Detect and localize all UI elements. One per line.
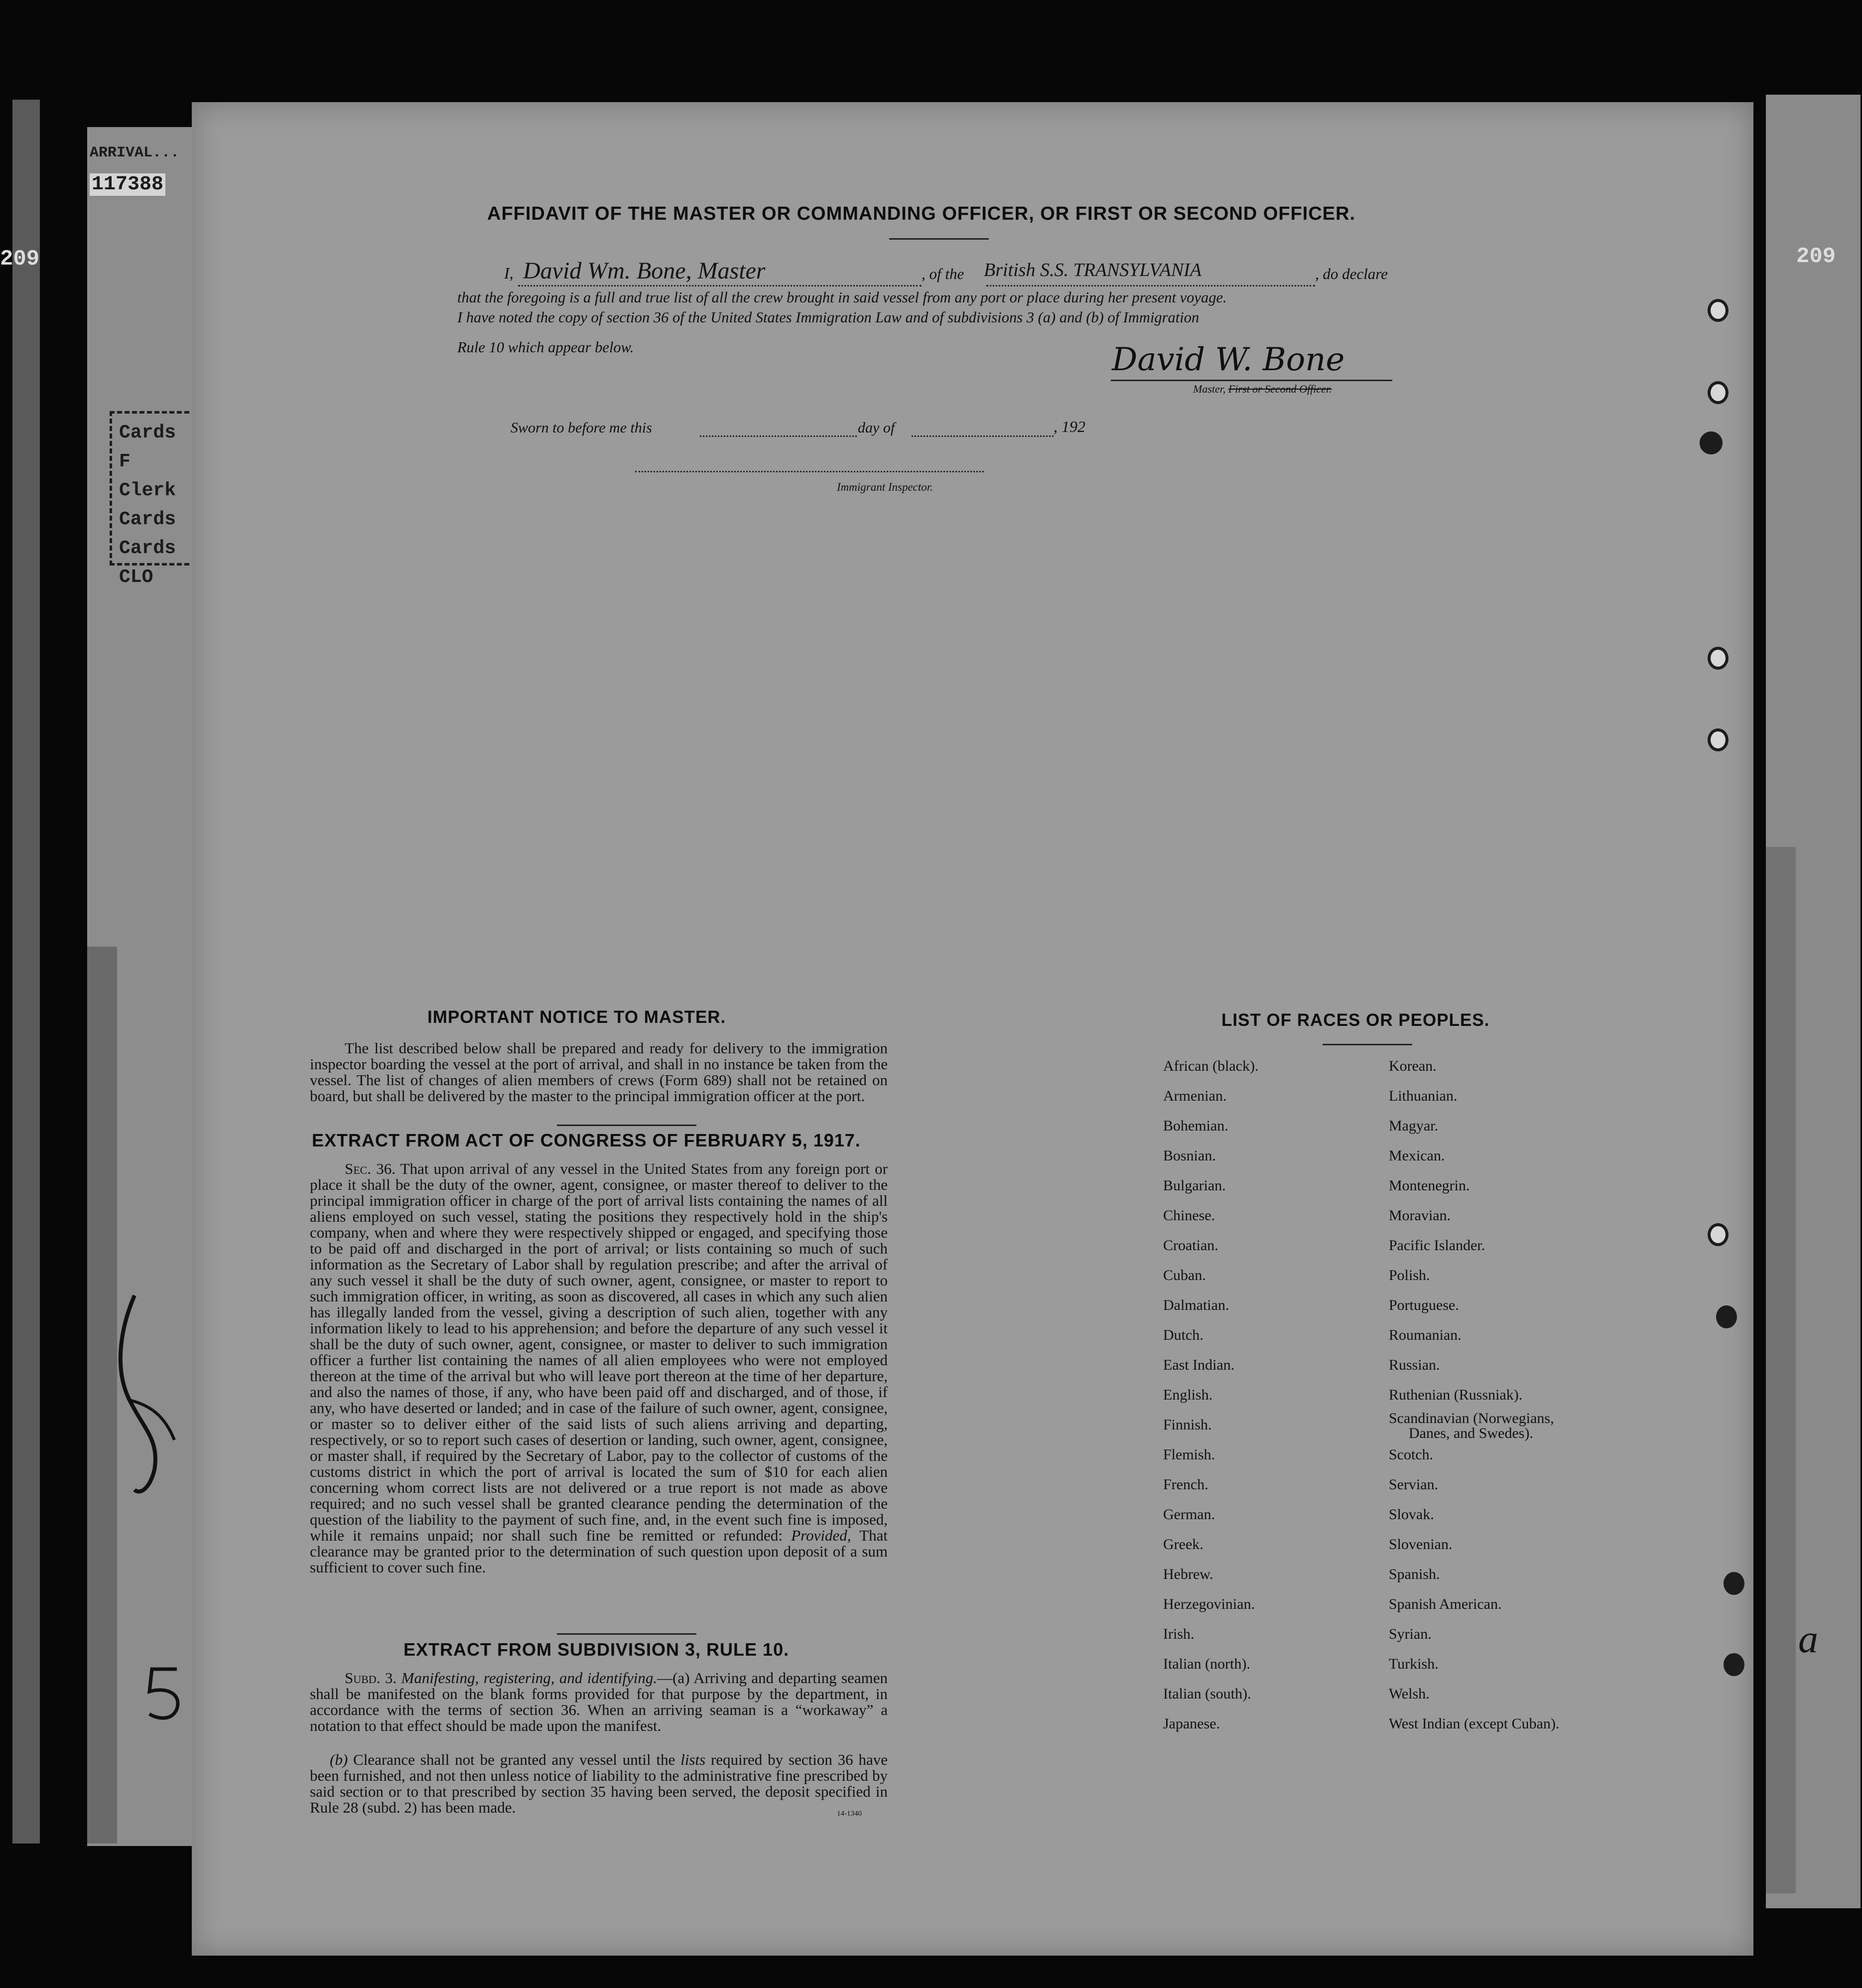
race-item: Slovenian. — [1389, 1536, 1453, 1553]
races-column-1 — [1163, 1051, 1372, 1739]
binder-hole — [1708, 728, 1729, 751]
race-item: Russian. — [1389, 1357, 1440, 1373]
master-name-handwritten: David Wm. Bone, Master — [523, 258, 766, 284]
affidavit-prefix-i: I, — [504, 264, 514, 282]
race-item-scandinavian-line2: Danes, and Swedes). — [1409, 1425, 1533, 1441]
act-extract-title: EXTRACT FROM ACT OF CONGRESS OF FEBRUARY 5, 1917. — [312, 1130, 861, 1150]
affidavit-line-4: Rule 10 which appear below. — [457, 339, 634, 356]
act-section-label: Sec. 36. — [345, 1160, 396, 1177]
binder-hole — [1708, 647, 1729, 670]
race-item: Irish. — [1163, 1626, 1195, 1642]
stamp-line: Cards F — [119, 422, 176, 472]
signature-line — [1111, 380, 1392, 381]
next-page-shadow — [1766, 847, 1796, 1893]
race-item: Portuguese. — [1389, 1297, 1459, 1313]
binder-hole — [1708, 1223, 1729, 1246]
affidavit-do-declare: , do declare — [1315, 265, 1388, 283]
binder-hole — [1708, 299, 1729, 322]
sworn-prefix: Sworn to before me this — [511, 420, 652, 436]
race-item: Italian (north). — [1163, 1656, 1250, 1672]
race-item: Welsh. — [1389, 1686, 1430, 1702]
stamp-line: CLO — [119, 567, 153, 588]
master-name-line — [518, 285, 922, 286]
race-item-scandinavian-line1: Scandinavian (Norwegians, — [1389, 1410, 1554, 1426]
races-title: LIST OF RACES OR PEOPLES. — [1221, 1010, 1490, 1030]
race-item: French. — [1163, 1476, 1208, 1493]
act-provided-label: Provided, — [791, 1527, 851, 1544]
margin-handwritten-five — [142, 1664, 187, 1724]
race-item: Chinese. — [1163, 1207, 1215, 1224]
margin-handwritten-a: a — [1798, 1617, 1818, 1661]
vessel-name-line — [986, 285, 1315, 286]
race-item: Herzegovinian. — [1163, 1596, 1255, 1612]
caption-master: Master, — [1193, 383, 1226, 395]
race-item: Spanish. — [1389, 1566, 1440, 1582]
subd-heading: Manifesting, registering, and identifying. — [401, 1669, 658, 1687]
para-b-text2: required by section 36 have been furnished, and not then unless notice of liability to the administrative fine prescribed by said section or to that prescribed by section 35 having been served, the deposit specified in Rule 28 (subd. 2) has been made. — [310, 1751, 888, 1816]
para-b-text1: Clearance shall not be granted any vessel until the — [353, 1751, 675, 1768]
race-item: East Indian. — [1163, 1357, 1235, 1373]
stamp-line: Cards — [119, 509, 176, 530]
para-b-label: (b) — [330, 1751, 348, 1768]
binder-hole — [1716, 1305, 1737, 1328]
race-item: Lithuanian. — [1389, 1088, 1458, 1104]
race-item: Hebrew. — [1163, 1566, 1213, 1582]
binder-hole — [1700, 431, 1723, 454]
vessel-name-handwritten: British S.S. TRANSYLVANIA — [984, 260, 1202, 281]
margin-arrival-label: ARRIVAL... — [90, 144, 180, 161]
margin-arrival-number: 117388 — [90, 173, 165, 196]
race-item: Bulgarian. — [1163, 1177, 1226, 1194]
race-item: Servian. — [1389, 1476, 1439, 1493]
race-item: Flemish. — [1163, 1446, 1215, 1463]
sworn-day-line — [700, 435, 857, 437]
race-item: Armenian. — [1163, 1088, 1227, 1104]
stamp-line: Clerk — [119, 480, 176, 501]
act-extract-body — [310, 1161, 888, 1575]
margin-stamp-text — [112, 414, 197, 592]
race-item: Bosnian. — [1163, 1147, 1216, 1164]
race-item: Mexican. — [1389, 1147, 1445, 1164]
act-extract-rule — [557, 1633, 696, 1635]
race-item: African (black). — [1163, 1058, 1259, 1074]
binder-hole — [1708, 381, 1729, 404]
rule-extract-title: EXTRACT FROM SUBDIVISION 3, RULE 10. — [403, 1639, 790, 1660]
affidavit-of-the: , of the — [922, 265, 964, 283]
notice-body: The list described below shall be prepared and ready for delivery to the immigration inspector boarding the vessel at the port of arrival, and shall in no instance be taken from the vessel. The list of changes of alien members of crews (Form 689) shall not be retained on board, but shall be delivered by the master to the principal immigration officer at the port. — [310, 1039, 888, 1105]
margin-stamp-box — [110, 411, 197, 588]
race-item: Roumanian. — [1389, 1327, 1462, 1343]
sworn-year: , 192 — [1054, 418, 1085, 435]
margin-handwritten-mark — [100, 1290, 184, 1500]
race-item: Scotch. — [1389, 1446, 1434, 1463]
master-signature: David W. Bone — [1112, 341, 1345, 378]
affidavit-title: AFFIDAVIT OF THE MASTER OR COMMANDING OFFICER, OR FIRST OR SECOND OFFICER. — [487, 203, 1356, 224]
signature-caption — [1193, 383, 1332, 396]
inspector-signature-line — [635, 471, 984, 472]
affidavit-line-3: I have noted the copy of section 36 of the United States Immigration Law and of subdivisions 3 (a) and (b) of Immigration — [457, 309, 1199, 326]
sworn-month-line — [912, 435, 1054, 437]
race-item: Italian (south). — [1163, 1686, 1251, 1702]
margin-page-number-right: 209 — [1796, 244, 1836, 269]
act-section-text: That upon arrival of any vessel in the United States from any foreign port or place it shall be the duty of the owner, agent, consignee, or master thereof to deliver to the principal immigration officer in charge of the port of arrival lists containing the names of all aliens employed on such vessel, stating the positions they respectively hold in the ship's company, when and where they were respectively shipped or engaged, and specifying those to be paid off and discharged in the port of arrival; or lists containing so much of such information as the Secretary of Labor shall by regulation prescribe; and after the arrival of any such vessel it shall be the duty of such owner, agent, consignee, or master to report to such immigration officer, in writing, as soon as discovered, all cases in which any such alien has illegally landed from the vessel, giving a description of such alien, together with any information likely to lead to his apprehension; and before the departure of any such vessel it shall be the duty of such owner, agent, consignee, or master to deliver to such immigration officer a further list containing the names of all alien employees who were not employed thereon at the time of the arrival but who will leave port thereon at the time of her departure, and also the names of those, if any, who have been paid off and discharged, and of those, if any, who have deserted or landed; and in case of the failure of such owner, agent, consignee, or master so to deliver either of the said lists of such aliens arriving and departing, respectively, or so to report such cases of desertion or landing, such owner, agent, consignee, or master shall, if required by the Secretary of Labor, pay to the collector of customs of the customs district in which the port of arrival is located the sum of $10 for each alien concerning whom correct lists are not delivered or a true report is not made as above required; and no such vessel shall be granted clearance pending the determination of the question of the liability to the payment of such fine, and, in the event such fine is imposed, while it remains unpaid; nor shall such fine be remitted or refunded: — [310, 1160, 888, 1544]
form-number: 14-1340 — [837, 1810, 862, 1818]
left-scan-strip — [12, 100, 40, 1844]
race-item: Syrian. — [1389, 1626, 1432, 1642]
race-item: Dutch. — [1163, 1327, 1203, 1343]
race-item: Slovak. — [1389, 1506, 1434, 1523]
race-item: Polish. — [1389, 1267, 1430, 1283]
caption-struck-officer: First or Second Officer. — [1228, 383, 1332, 395]
binder-hole — [1724, 1572, 1744, 1595]
races-title-rule — [1323, 1044, 1412, 1045]
race-item: Finnish. — [1163, 1417, 1212, 1433]
inspector-caption: Immigrant Inspector. — [837, 481, 933, 493]
act-provided-text: That clearance may be granted prior to the determination of such question upon deposit of a sum sufficient to cover such fine. — [310, 1527, 888, 1576]
race-item: Croatian. — [1163, 1237, 1218, 1254]
margin-page-number-left: 209 — [0, 247, 40, 272]
stamp-line: Cards — [119, 538, 176, 559]
race-item: Cuban. — [1163, 1267, 1206, 1283]
race-item: Moravian. — [1389, 1207, 1451, 1224]
race-item: Pacific Islander. — [1389, 1237, 1485, 1254]
race-item: Japanese. — [1163, 1715, 1220, 1732]
race-item: Dalmatian. — [1163, 1297, 1229, 1313]
race-item: Turkish. — [1389, 1656, 1439, 1672]
race-item: English. — [1163, 1387, 1213, 1403]
race-item: Korean. — [1389, 1058, 1437, 1074]
notice-rule — [557, 1125, 696, 1126]
race-item: Spanish American. — [1389, 1596, 1502, 1612]
sworn-day-of: day of — [858, 420, 895, 436]
affidavit-line-2: that the foregoing is a full and true list of all the crew brought in said vessel from any port or place during her present voyage. — [457, 289, 1227, 306]
race-item: German. — [1163, 1506, 1215, 1523]
binder-hole — [1724, 1653, 1744, 1676]
race-item: West Indian (except Cuban). — [1389, 1715, 1560, 1732]
notice-title: IMPORTANT NOTICE TO MASTER. — [427, 1007, 726, 1027]
race-item: Greek. — [1163, 1536, 1203, 1553]
race-item-scandinavian — [1389, 1410, 1648, 1440]
race-item: Ruthenian (Russniak). — [1389, 1387, 1523, 1403]
subd-para-a-text: —(a) Arriving and departing seamen shall be manifested on the blank forms provided for that purpose by the department, in accordance with the terms of section 36. When an arriving seaman is a “workaway” a notation to that effect should be made upon the manifest. — [310, 1669, 888, 1734]
race-item: Bohemian. — [1163, 1118, 1228, 1134]
race-item: Montenegrin. — [1389, 1177, 1470, 1194]
race-item: Magyar. — [1389, 1118, 1439, 1134]
races-column-2 — [1389, 1051, 1648, 1739]
rule-para-b — [310, 1752, 888, 1816]
affidavit-title-rule — [889, 238, 989, 240]
subd-label: Subd. 3. — [345, 1669, 397, 1687]
para-b-lists: lists — [680, 1751, 706, 1768]
rule-para-a — [310, 1670, 888, 1734]
